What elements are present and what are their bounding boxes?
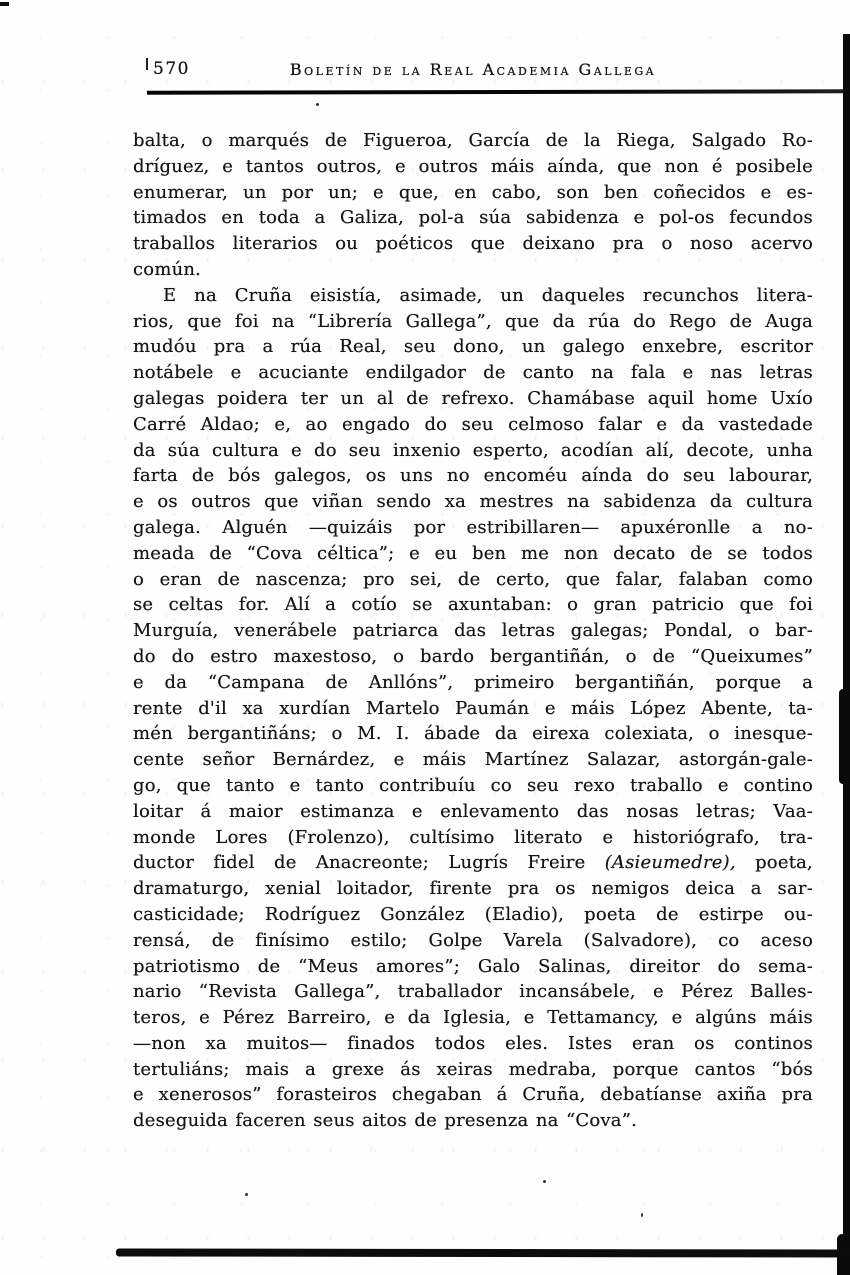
italic-text-segment: (Asieumedre), xyxy=(604,852,736,874)
scan-speck xyxy=(316,103,319,106)
text-line: traballos literarios ou poéticos que deixano pra o noso acervo xyxy=(133,233,813,255)
text-line: o eran de nascenza; pro sei, de certo, que falar, falaban como xyxy=(133,568,813,590)
paragraph xyxy=(133,283,813,1134)
text-line: mén bergantiñáns; o M. I. ábade da eirexa colexiata, o inesque- xyxy=(133,723,813,745)
scan-edge-bump xyxy=(839,689,850,784)
text-line: timados en toda a Galiza, pol-a súa sabidenza e pol-os fecundos xyxy=(133,207,813,229)
text-line: teros, e Pérez Barreiro, e da Iglesia, e Tettamancy, e algúns máis xyxy=(133,1007,813,1029)
text-line: E na Cruña eisistía, asimade, un daqueles recunchos litera- xyxy=(163,284,813,306)
text-line: monde Lores (Frolenzo), cultísimo literato e historiógrafo, tra- xyxy=(133,826,813,848)
text-line: casticidade; Rodríguez González (Eladio), poeta de estirpe ou- xyxy=(133,903,813,925)
text-line-with-italic xyxy=(133,850,813,876)
text-line: galegas poidera ter un al de refrexo. Chamábase aquil home Uxío xyxy=(133,387,813,409)
text-line: rente d'il xa xurdían Martelo Paumán e máis López Abente, ta- xyxy=(133,697,813,719)
text-line: go, que tanto e tanto contribuíu co seu rexo traballo e contino xyxy=(133,774,813,796)
text-line: patriotismo de “Meus amores”; Galo Salinas, direitor do sema- xyxy=(133,955,813,977)
scan-corner-mark xyxy=(0,2,9,6)
running-header-title: Boletín de la Real Academia Gallega xyxy=(289,60,657,79)
text-line: nario “Revista Gallega”, traballador incansábele, e Pérez Balles- xyxy=(133,981,813,1003)
text-line: meada de “Cova céltica”; e eu ben me non decato de se todos xyxy=(133,542,813,564)
page-number: 570 xyxy=(153,59,190,79)
scan-edge-right xyxy=(843,34,850,1275)
text-line: enumerar, un por un; e que, en cabo, son ben coñecidos e es- xyxy=(133,181,813,203)
text-block xyxy=(133,128,813,1134)
text-line: do do estro maxestoso, o bardo bergantiñán, o de “Queixumes” xyxy=(133,645,813,667)
scan-speck xyxy=(245,1193,248,1196)
text-line: —non xa muitos— finados todos eles. Istes eran os continos xyxy=(133,1032,813,1054)
text-segment: poeta, xyxy=(735,852,813,874)
text-line: dríguez, e tantos outros, e outros máis aínda, que non é posibele xyxy=(133,155,813,177)
text-line: galega. Alguén —quizáis por estribillaren— apuxéronlle a no- xyxy=(133,516,813,538)
header-rule xyxy=(147,89,850,94)
text-line: balta, o marqués de Figueroa, García de la Riega, Salgado Ro- xyxy=(133,130,813,151)
text-line: rios, que foi na “Librería Gallega”, que da rúa do Rego de Auga xyxy=(133,310,813,332)
text-line: tertuliáns; mais a grexe ás xeiras medraba, porque cantos “bós xyxy=(133,1058,813,1080)
scan-speck xyxy=(641,1213,643,1217)
text-line: dramaturgo, xenial loitador, firente pra os nemigos deica a sar- xyxy=(133,878,813,900)
scan-bar-bottom xyxy=(116,1248,850,1257)
text-line: e xenerosos” forasteiros chegaban á Cruña, debatíanse axiña pra xyxy=(133,1084,813,1106)
text-line: cente señor Bernárdez, e máis Martínez Salazar, astorgán-gale- xyxy=(133,749,813,771)
text-line: e os outros que viñan sendo xa mestres na sabidenza da cultura xyxy=(133,491,813,513)
text-line: Murguía, venerábele patriarca das letras galegas; Pondal, o bar- xyxy=(133,620,813,642)
text-line: común. xyxy=(133,258,202,280)
text-line: farta de bós galegos, os uns no encoméu aínda do seu labourar, xyxy=(133,465,813,487)
text-segment: ductor fidel de Anacreonte; Lugrís Freire xyxy=(133,852,605,874)
paragraph xyxy=(133,128,813,283)
text-line: rensá, de finísimo estilo; Golpe Varela (Salvadore), co aceso xyxy=(133,929,813,951)
text-line: deseguida faceren seus aitos de presenza na “Cova”. xyxy=(133,1110,638,1132)
text-line: mudóu pra a rúa Real, seu dono, un galego enxebre, escritor xyxy=(133,336,813,358)
scan-speck xyxy=(543,1180,546,1183)
text-line: se celtas for. Alí a cotío se axuntaban: o gran patricio que foi xyxy=(133,594,813,616)
text-line: da súa cultura e do seu inxenio esperto, acodían alí, decote, unha xyxy=(133,439,813,461)
text-line: notábele e acuciante endilgador de canto na fala e nas letras xyxy=(133,362,813,384)
text-line: Carré Aldao; e, ao engado do seu celmoso falar e da vastedade xyxy=(133,413,813,435)
text-line: e da “Campana de Anllóns”, primeiro bergantiñán, porque a xyxy=(133,671,813,693)
text-line: loitar á maior estimanza e enlevamento das nosas letras; Vaa- xyxy=(133,800,813,822)
